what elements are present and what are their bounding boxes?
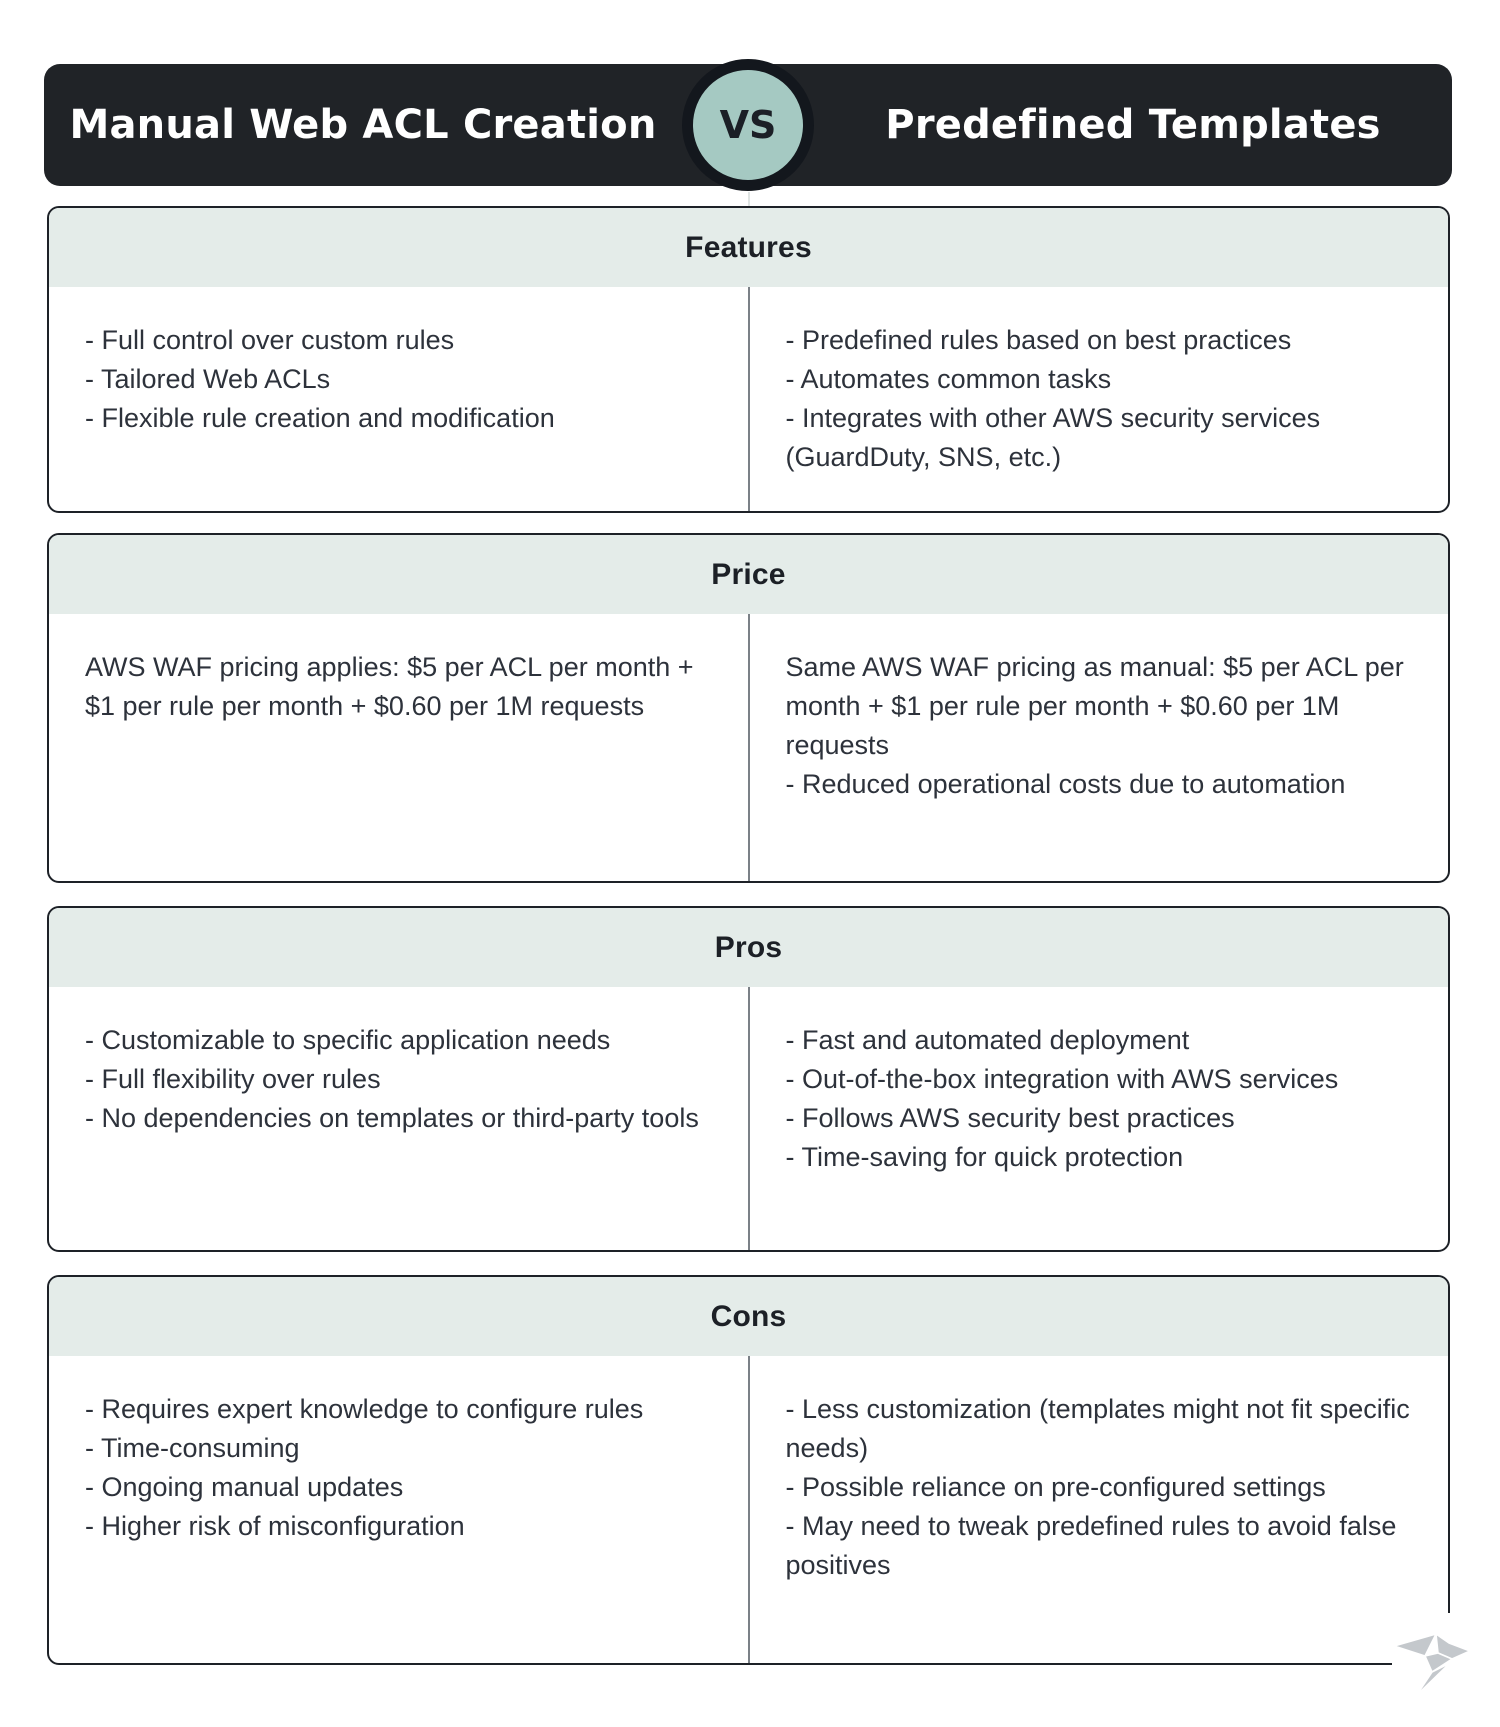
card-features [47, 206, 1450, 513]
section-body [49, 987, 1448, 1250]
section-body [49, 614, 1448, 881]
list-item: - Time-saving for quick protection [785, 1142, 1184, 1172]
card-pros [47, 906, 1450, 1252]
list-item: - Less customization (templates might not fit specific needs) [785, 1394, 1410, 1463]
list-item: - Higher risk of misconfiguration [85, 1511, 465, 1541]
list-item: - May need to tweak predefined rules to avoid false positives [785, 1511, 1397, 1580]
origami-bird-icon [1394, 1630, 1476, 1700]
list-item: - Fast and automated deployment [785, 1025, 1190, 1055]
vs-badge [682, 59, 814, 191]
list-item: - Full control over custom rules [85, 325, 455, 355]
list-item: - Follows AWS security best practices [785, 1103, 1235, 1133]
list-item: - Possible reliance on pre-configured settings [785, 1472, 1326, 1502]
list-item: AWS WAF pricing applies: $5 per ACL per month + $1 per rule per month + $0.60 per 1M requests [85, 652, 694, 721]
right-option-title: Predefined Templates [885, 102, 1381, 148]
column-divider [748, 614, 750, 881]
vs-badge-label: VS [719, 103, 777, 147]
versus-header-bar [44, 64, 1452, 186]
list-item: Same AWS WAF pricing as manual: $5 per ACL per month + $1 per rule per month + $0.60 per 1M requests [785, 652, 1404, 760]
list-item: - Flexible rule creation and modification [85, 403, 555, 433]
list-item: - Predefined rules based on best practices [785, 325, 1292, 355]
right-column [748, 1356, 1449, 1663]
column-divider [748, 287, 750, 511]
list-item: - Automates common tasks [785, 364, 1112, 394]
section-header-band [49, 1277, 1448, 1356]
list-item: - No dependencies on templates or third-party tools [85, 1103, 699, 1133]
list-item: - Time-consuming [85, 1433, 300, 1463]
left-column [49, 287, 748, 511]
left-column [49, 1356, 748, 1663]
left-column [49, 614, 748, 881]
section-body [49, 287, 1448, 511]
list-item: - Full flexibility over rules [85, 1064, 381, 1094]
section-header-band [49, 908, 1448, 987]
section-title: Pros [714, 930, 783, 964]
card-price [47, 533, 1450, 883]
section-header-band [49, 208, 1448, 287]
left-option-title: Manual Web ACL Creation [69, 102, 657, 148]
list-item: - Customizable to specific application needs [85, 1025, 611, 1055]
section-header-band [49, 535, 1448, 614]
right-column [748, 987, 1449, 1250]
column-divider [748, 987, 750, 1250]
list-item: - Ongoing manual updates [85, 1472, 404, 1502]
list-item: - Integrates with other AWS security services (GuardDuty, SNS, etc.) [785, 403, 1321, 472]
column-divider [748, 1356, 750, 1663]
list-item: - Reduced operational costs due to automation [785, 769, 1346, 799]
right-column [748, 614, 1449, 881]
section-title: Cons [710, 1299, 787, 1333]
section-title: Price [711, 557, 786, 591]
card-cons [47, 1275, 1450, 1665]
list-item: - Requires expert knowledge to configure rules [85, 1394, 644, 1424]
section-title: Features [685, 230, 812, 264]
list-item: - Out-of-the-box integration with AWS services [785, 1064, 1339, 1094]
list-item: - Tailored Web ACLs [85, 364, 331, 394]
left-column [49, 987, 748, 1250]
section-body [49, 1356, 1448, 1663]
right-column [748, 287, 1449, 511]
